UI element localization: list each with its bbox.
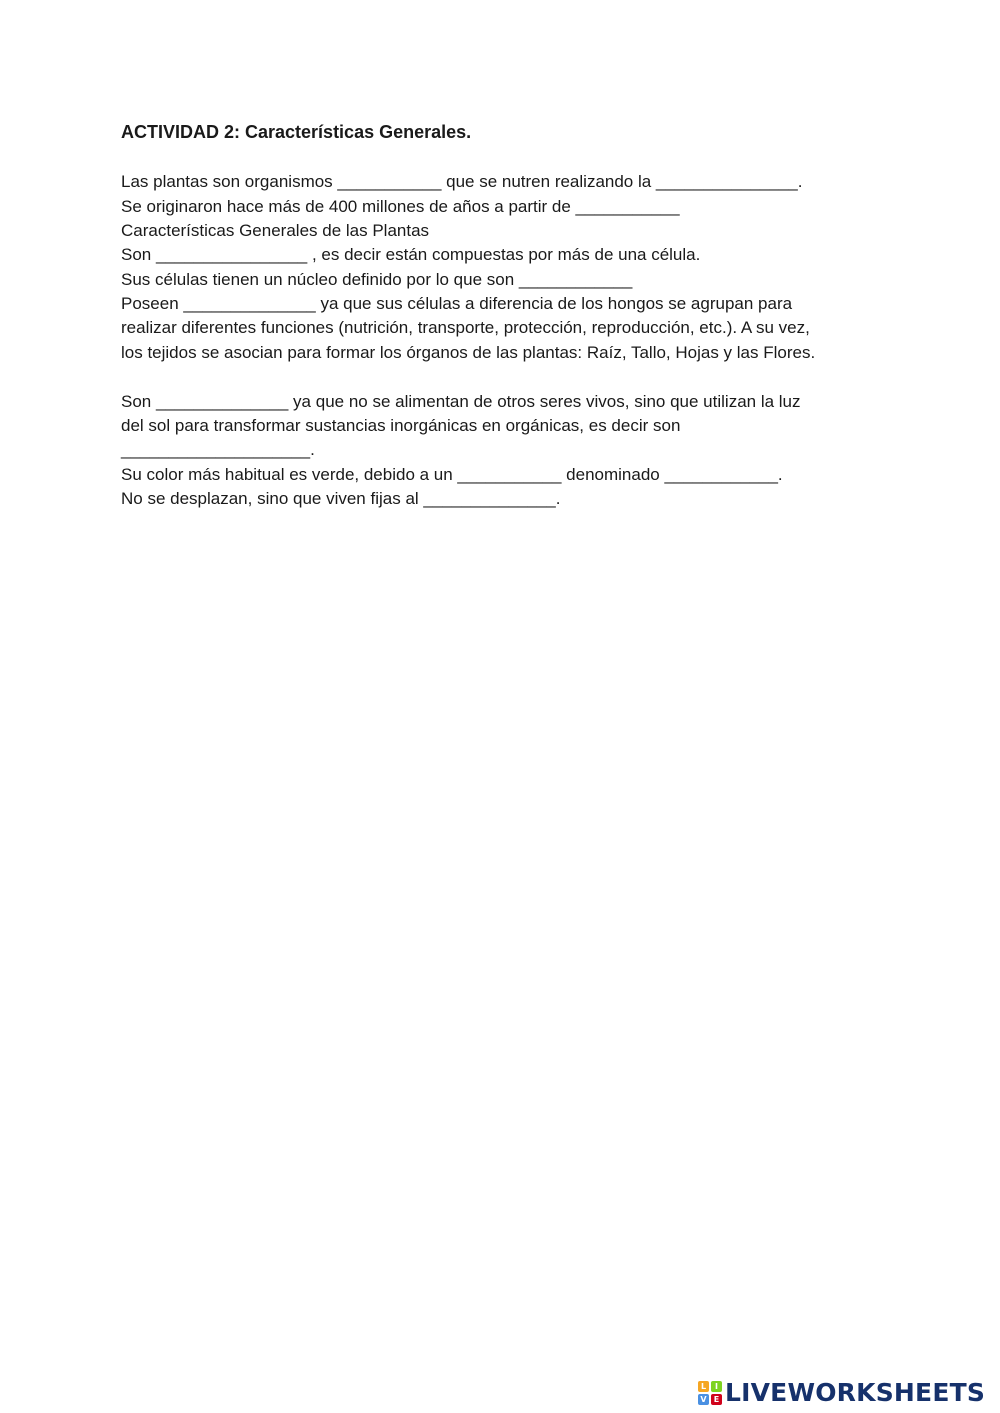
text-line: Se originaron hace más de 400 millones de años a partir de ___________ [121, 197, 680, 216]
logo-mark-cell: V [698, 1394, 709, 1405]
text-line: Son ________________ , es decir están compuestas por más de una célula. [121, 245, 701, 264]
text-line: Su color más habitual es verde, debido a un ___________ denominado ____________. [121, 465, 783, 484]
text-line: del sol para transformar sustancias inorgánicas en orgánicas, es decir son [121, 416, 681, 435]
text-line: realizar diferentes funciones (nutrición, transporte, protección, reproducción, etc.). A su vez, [121, 318, 810, 337]
liveworksheets-logo [698, 1378, 985, 1408]
logo-mark-icon [698, 1381, 722, 1405]
text-line: Son ______________ ya que no se alimentan de otros seres vivos, sino que utilizan la luz [121, 392, 801, 411]
text-line: ____________________. [121, 440, 315, 459]
page-title: ACTIVIDAD 2: Características Generales. [121, 122, 472, 142]
logo-mark-cell: I [711, 1381, 722, 1392]
logo-mark-cell: L [698, 1381, 709, 1392]
text-line: No se desplazan, sino que viven fijas al ______________. [121, 489, 561, 508]
logo-text: LIVEWORKSHEETS [725, 1378, 986, 1407]
section-heading: Características Generales de las Plantas [121, 221, 430, 240]
logo-mark-cell: E [711, 1394, 722, 1405]
text-line: los tejidos se asocian para formar los órganos de las plantas: Raíz, Tallo, Hojas y las Flores. [121, 343, 816, 362]
text-line: Las plantas son organismos ___________ que se nutren realizando la _______________. [121, 172, 803, 191]
text-line: Sus células tienen un núcleo definido por lo que son ____________ [121, 270, 633, 289]
text-line: Poseen ______________ ya que sus células a diferencia de los hongos se agrupan para [121, 294, 793, 313]
